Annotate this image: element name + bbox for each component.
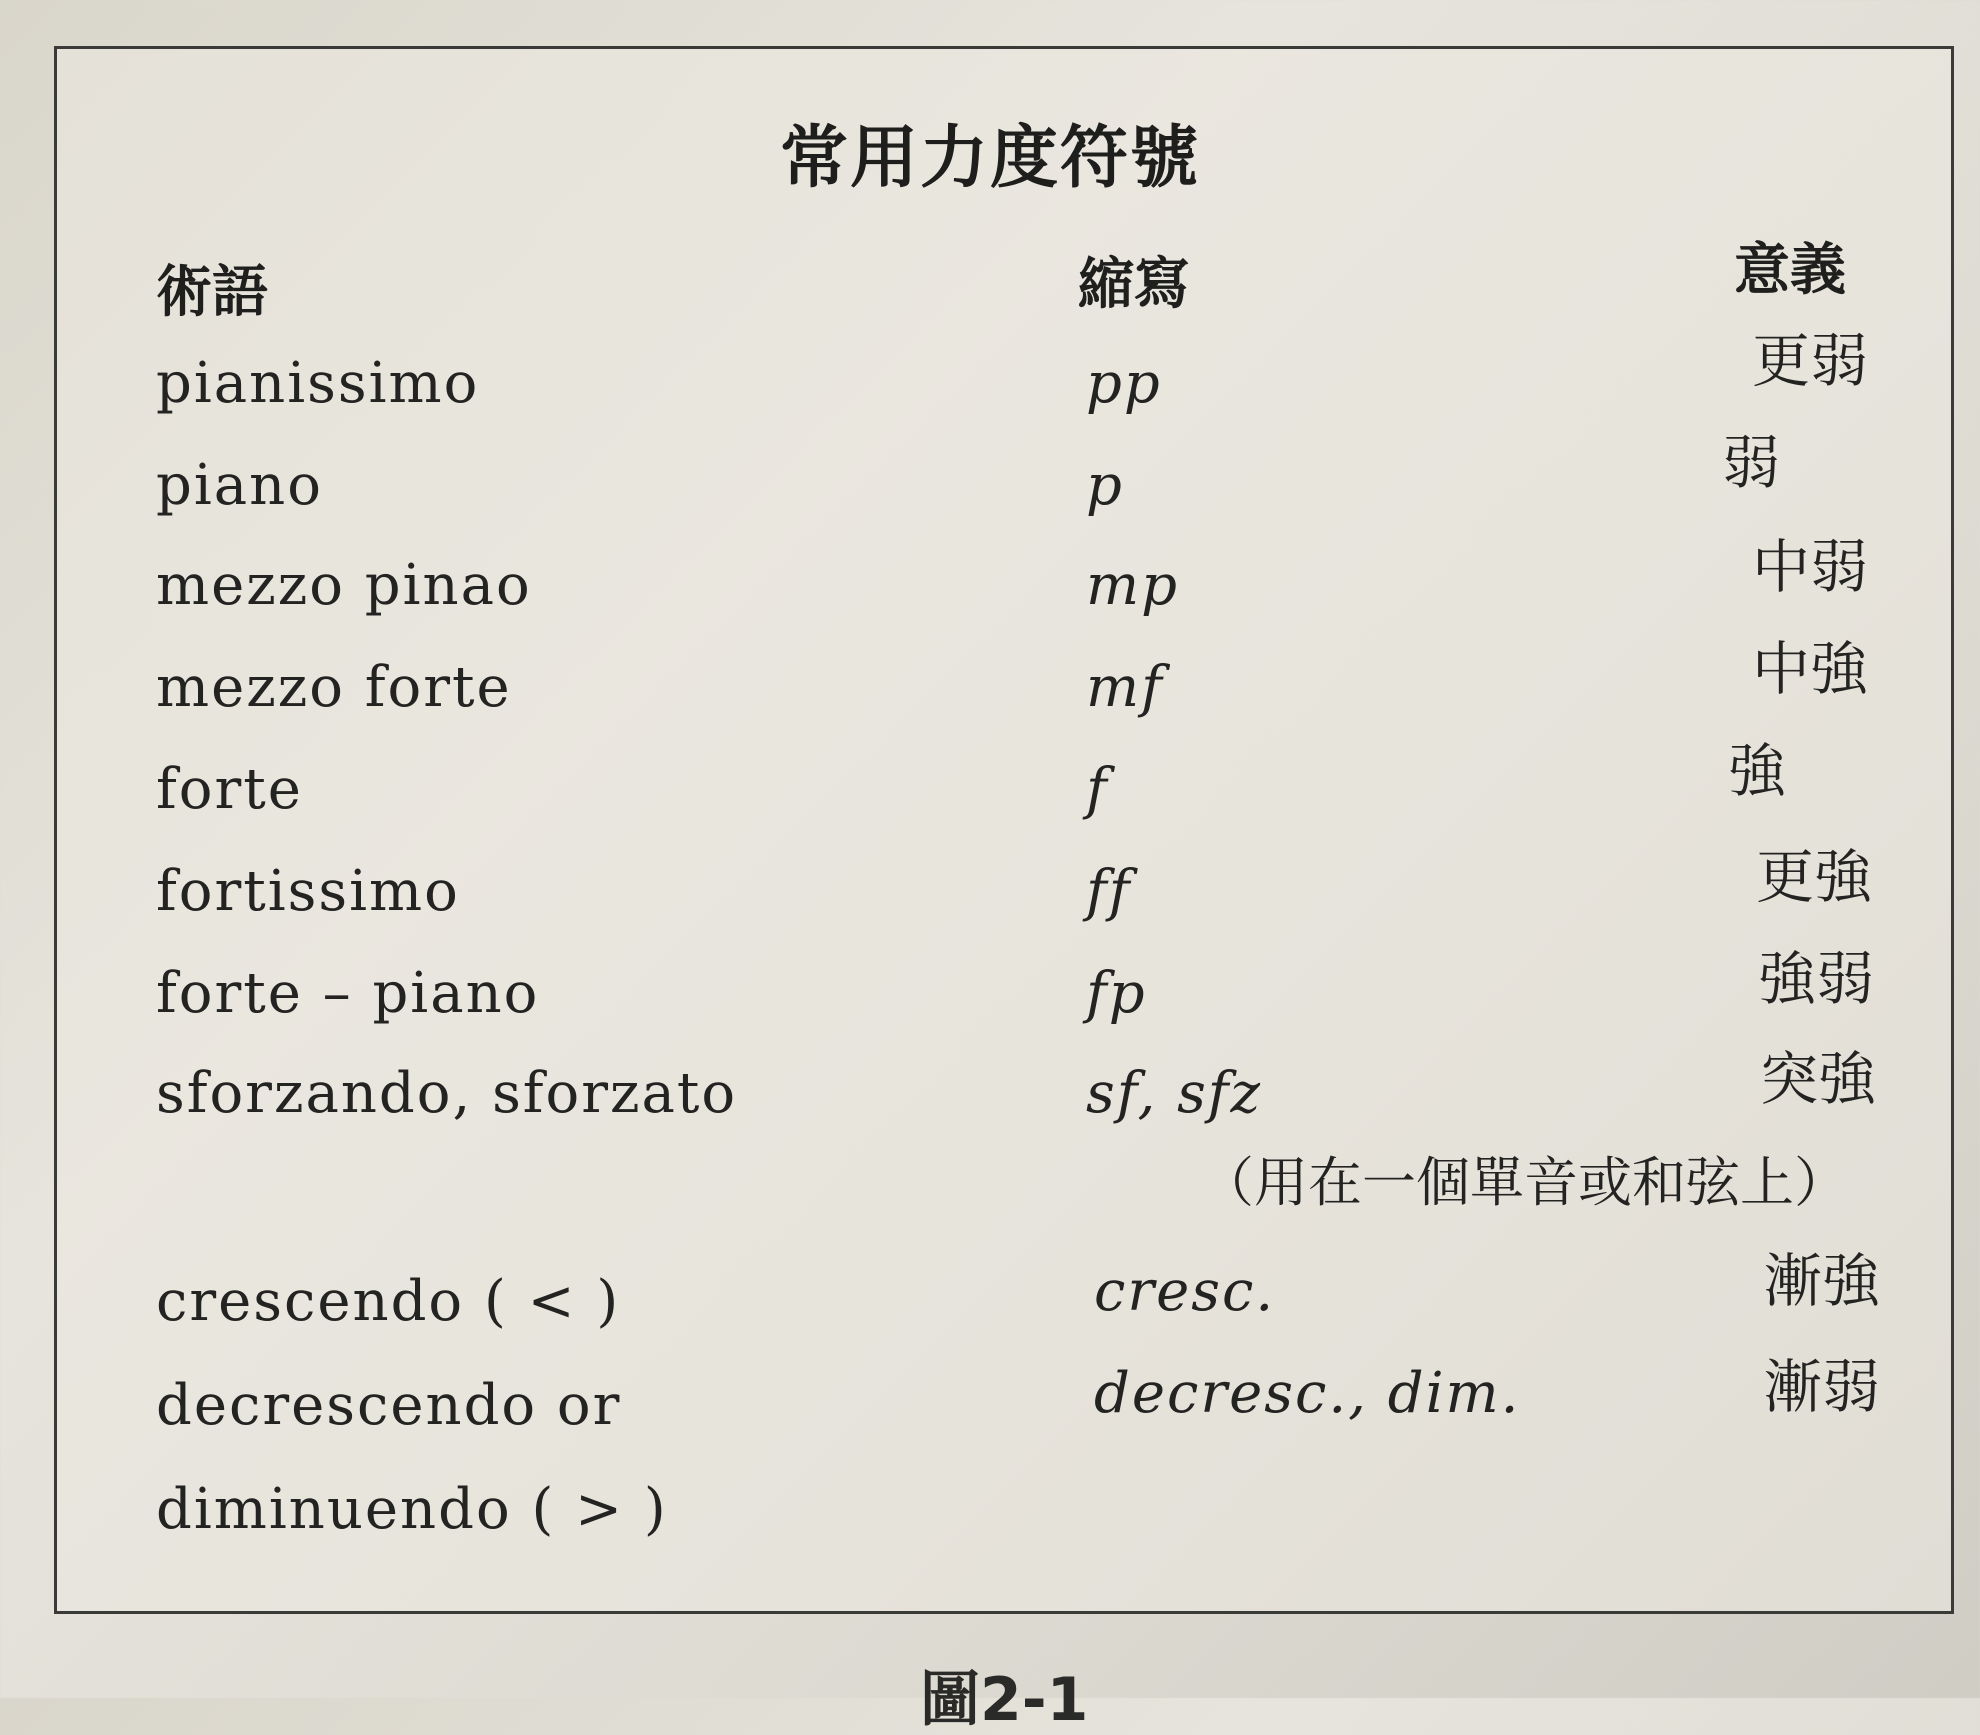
term-cell: pianissimo (156, 351, 480, 416)
table-row (0, 843, 1980, 962)
term-cell: decrescendo or (156, 1373, 622, 1438)
abbr-cell: pp (1086, 351, 1162, 416)
table-row (0, 327, 1980, 454)
header-term: 術語 (156, 260, 268, 325)
table-row (0, 1477, 1980, 1582)
abbr-cell: mp (1086, 553, 1179, 618)
abbr-cell: mf (1086, 655, 1164, 720)
meaning-cell: 漸強 (1763, 1247, 1880, 1315)
term-cell: diminuendo ( > ) (156, 1477, 668, 1542)
abbr-cell: fp (1086, 961, 1147, 1026)
meaning-cell: 弱 (1721, 429, 1780, 497)
meaning-cell: 突強 (1759, 1045, 1876, 1113)
meaning-cell: 漸弱 (1763, 1353, 1880, 1421)
table-row (0, 737, 1980, 860)
abbr-cell: f (1086, 757, 1109, 822)
table-row (0, 533, 1980, 656)
abbr-cell: p (1086, 453, 1124, 518)
meaning-cell: 強弱 (1757, 945, 1874, 1013)
meaning-cell: 更強 (1755, 843, 1872, 911)
abbr-cell: decresc., dim. (1094, 1361, 1521, 1426)
figure-caption: 圖2-1 (920, 1665, 1089, 1735)
table-row (0, 635, 1980, 758)
meaning-cell: 強 (1727, 737, 1786, 805)
meaning-cell: 中強 (1751, 635, 1868, 703)
abbr-cell: cresc. (1094, 1259, 1276, 1324)
meaning-cell: 更弱 (1751, 327, 1868, 395)
table-title: 常用力度符號 (779, 119, 1200, 198)
term-cell: mezzo forte (156, 655, 512, 720)
table-row (0, 429, 1980, 556)
meaning-cell: 中弱 (1751, 533, 1868, 601)
term-cell: forte – piano (156, 961, 540, 1026)
term-cell: crescendo ( < ) (156, 1269, 621, 1334)
term-cell: fortissimo (156, 859, 460, 924)
table-row (0, 945, 1980, 1064)
term-cell: piano (156, 453, 323, 518)
table-row (0, 1353, 1980, 1478)
term-cell: mezzo pinao (156, 553, 532, 618)
term-cell: forte (156, 757, 303, 822)
header-meaning: 意義 (1734, 238, 1846, 303)
sforzando-note: （用在一個單音或和弦上） (1200, 1151, 1848, 1214)
table-row (0, 1247, 1980, 1374)
term-cell: sforzando, sforzato (156, 1061, 738, 1126)
table-row (0, 1045, 1980, 1164)
abbr-cell: ff (1086, 859, 1132, 924)
header-abbreviation: 縮寫 (1078, 252, 1190, 317)
abbr-cell: sf, sfz (1086, 1061, 1263, 1126)
